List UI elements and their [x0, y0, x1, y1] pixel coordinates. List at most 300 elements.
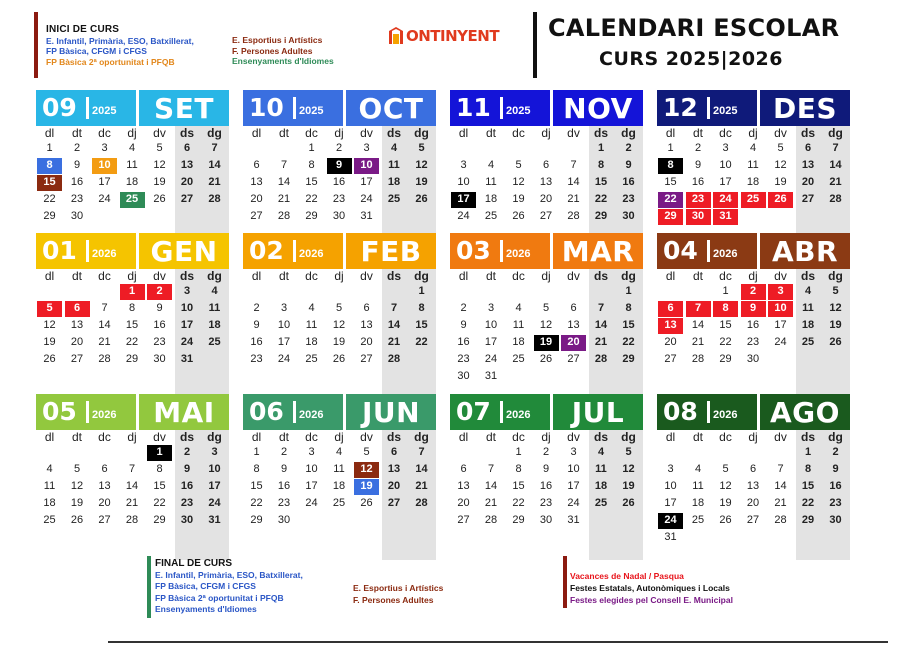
day-cell: 8	[308, 159, 315, 171]
day-cell: 20	[70, 336, 84, 348]
day-cell: 16	[746, 319, 760, 331]
day-cell: 9	[156, 302, 163, 314]
month-set	[36, 90, 229, 256]
day-cell: 28	[829, 193, 842, 205]
weekday-header: dg	[621, 269, 636, 283]
day-cell: 2	[73, 142, 81, 154]
day-cell: 20	[387, 480, 401, 492]
day-cell: 3	[460, 159, 467, 171]
day-cell: 11	[802, 302, 814, 314]
day-cell: 6	[542, 159, 550, 171]
day-cell: 12	[512, 176, 525, 188]
month-header	[36, 394, 229, 430]
day-cell: 26	[719, 514, 732, 526]
day-cell: 13	[539, 176, 553, 188]
holiday-legend-council: Festes elegides pel Consell E. Municipal	[570, 595, 733, 605]
day-cell: 22	[125, 336, 139, 348]
day-cell: 7	[777, 463, 784, 475]
month-jun	[243, 394, 436, 560]
day-cell: 25	[208, 336, 221, 348]
month-header	[36, 90, 229, 126]
day-cell: 6	[65, 301, 90, 317]
day-cell: 25	[305, 353, 318, 365]
day-cell: 19	[774, 176, 787, 188]
day-cell: 31	[208, 514, 221, 526]
weekday-header: dg	[414, 269, 429, 283]
weekday-header: dg	[207, 430, 222, 444]
weekday-header: ds	[386, 126, 401, 140]
day-cell: 12	[719, 480, 732, 492]
day-cell: 11	[208, 302, 221, 314]
logo-text: ONTINYENT	[406, 27, 500, 45]
day-cell: 28	[691, 353, 705, 365]
day-cell: 19	[153, 176, 166, 188]
day-cell: 13	[180, 159, 194, 171]
day-cell: 15	[125, 319, 139, 331]
day-cell: 6	[363, 302, 370, 314]
day-cell: 23	[746, 336, 760, 348]
day-cell: 18	[594, 480, 608, 492]
day-cell: 10	[354, 158, 379, 174]
weekday-header: dj	[748, 269, 758, 283]
day-cell: 28	[415, 497, 428, 509]
day-cell: 15	[250, 480, 263, 492]
day-cell: 24	[98, 193, 111, 205]
day-cell: 21	[125, 497, 139, 509]
day-cell: 12	[622, 463, 635, 475]
day-cell: 26	[153, 193, 166, 205]
day-cell: 1	[120, 284, 145, 300]
month-separator	[707, 401, 710, 423]
day-cell: 27	[539, 210, 553, 222]
day-cell: 28	[567, 210, 580, 222]
day-cell: 22	[622, 336, 635, 348]
day-cell: 26	[360, 497, 373, 509]
day-cell: 21	[387, 336, 401, 348]
month-number: 03	[456, 236, 491, 265]
day-cell: 19	[415, 176, 428, 188]
day-cell: 17	[719, 176, 732, 188]
day-cell: 17	[484, 336, 498, 348]
day-cell: 6	[390, 446, 398, 458]
day-cell: 25	[120, 192, 145, 208]
day-cell: 25	[691, 514, 705, 526]
day-cell: 1	[418, 285, 425, 297]
day-cell: 20	[250, 193, 263, 205]
weekday-header: dg	[828, 430, 843, 444]
day-cell: 13	[250, 176, 263, 188]
day-cell: 2	[694, 142, 702, 154]
day-cell: 15	[622, 319, 635, 331]
day-cell: 22	[305, 193, 318, 205]
day-cell: 11	[512, 319, 525, 331]
month-header	[36, 233, 229, 269]
weekday-header: dj	[334, 430, 344, 444]
day-cell: 22	[415, 336, 428, 348]
day-cell: 5	[777, 142, 784, 154]
day-cell: 31	[567, 514, 580, 526]
day-cell: 19	[534, 335, 559, 351]
month-days	[450, 269, 643, 399]
weekday-header: dt	[485, 430, 496, 444]
month-days	[657, 269, 850, 399]
day-cell: 14	[277, 176, 291, 188]
day-cell: 28	[484, 514, 498, 526]
day-cell: 9	[460, 319, 467, 331]
day-cell: 3	[487, 302, 495, 314]
month-days	[450, 430, 643, 560]
day-cell: 12	[153, 159, 166, 171]
day-cell: 15	[594, 176, 608, 188]
month-separator	[293, 240, 296, 262]
day-cell: 14	[415, 463, 428, 475]
ontinyent-logo	[388, 27, 499, 45]
day-cell: 11	[126, 159, 138, 171]
weekday-header: ds	[386, 269, 401, 283]
day-cell: 4	[694, 463, 702, 475]
day-cell: 9	[280, 463, 288, 475]
start-legend-heading: INICI DE CURS	[46, 24, 120, 35]
weekday-header: ds	[593, 430, 608, 444]
month-year: 2025	[92, 105, 117, 117]
day-cell: 1	[667, 142, 674, 154]
month-days	[657, 430, 850, 560]
day-cell: 28	[277, 210, 291, 222]
day-cell: 20	[664, 336, 677, 348]
month-days	[36, 430, 229, 560]
bottom-divider	[108, 641, 888, 643]
day-cell: 13	[658, 318, 683, 334]
weekday-header: dt	[692, 430, 703, 444]
end-legend-secondary	[353, 582, 443, 606]
weekday-header: ds	[593, 269, 608, 283]
day-cell: 21	[829, 176, 842, 188]
day-cell: 6	[101, 463, 108, 475]
day-cell: 26	[332, 353, 346, 365]
day-cell: 1	[597, 142, 605, 154]
day-cell: 17	[277, 336, 291, 348]
day-cell: 6	[804, 142, 812, 154]
day-cell: 15	[415, 319, 428, 331]
day-cell: 29	[719, 353, 732, 365]
day-cell: 8	[128, 302, 136, 314]
day-cell: 17	[98, 176, 111, 188]
day-cell: 29	[43, 210, 56, 222]
month-number-box	[243, 90, 343, 126]
day-cell: 12	[829, 302, 842, 314]
month-year: 2026	[506, 409, 531, 421]
weekday-header: dj	[127, 126, 137, 140]
day-cell: 2	[741, 284, 766, 300]
month-name: JUL	[553, 394, 643, 430]
day-cell: 16	[622, 176, 635, 188]
weekday-header: dc	[512, 126, 525, 140]
day-cell: 28	[125, 514, 139, 526]
day-cell: 6	[183, 142, 191, 154]
day-cell: 8	[37, 158, 62, 174]
day-cell: 3	[768, 284, 793, 300]
day-cell: 17	[360, 176, 373, 188]
day-cell: 14	[594, 319, 608, 331]
weekday-header: dv	[360, 269, 373, 283]
day-cell: 18	[387, 176, 401, 188]
day-cell: 16	[250, 336, 263, 348]
end-legend-line: F. Persones Adultes	[353, 595, 434, 605]
weekday-header: dl	[665, 269, 676, 283]
day-cell: 11	[388, 159, 400, 171]
day-cell: 18	[332, 480, 346, 492]
month-number-box	[657, 233, 757, 269]
month-separator	[500, 97, 503, 119]
end-legend-line: Ensenyaments d'Idiomes	[155, 604, 257, 614]
day-cell: 16	[153, 319, 166, 331]
day-cell: 6	[570, 302, 577, 314]
month-gen	[36, 233, 229, 399]
month-number: 04	[663, 236, 698, 265]
weekday-header: dt	[71, 126, 82, 140]
day-cell: 20	[180, 176, 194, 188]
month-number: 02	[249, 236, 284, 265]
weekday-header: dt	[485, 269, 496, 283]
day-cell: 6	[253, 159, 260, 171]
day-cell: 24	[567, 497, 580, 509]
day-cell: 18	[746, 176, 760, 188]
day-cell: 19	[332, 336, 346, 348]
weekday-header: dl	[251, 269, 262, 283]
day-cell: 18	[512, 336, 525, 348]
day-cell: 10	[92, 158, 117, 174]
day-cell: 7	[390, 302, 398, 314]
day-cell: 23	[70, 193, 84, 205]
day-cell: 9	[694, 159, 702, 171]
day-cell: 25	[594, 497, 608, 509]
end-legend-heading: FINAL DE CURS	[155, 558, 233, 569]
day-cell: 22	[250, 497, 263, 509]
month-year: 2025	[713, 105, 738, 117]
start-legend-line: E. Esportius i Artístics	[232, 35, 323, 45]
month-number-box	[36, 90, 136, 126]
day-cell: 8	[658, 158, 683, 174]
day-cell: 23	[250, 353, 263, 365]
day-cell: 19	[829, 319, 842, 331]
day-cell: 2	[460, 302, 467, 314]
start-legend-line: FP Bàsica 2ª oportunitat i PFQB	[46, 56, 175, 67]
day-cell: 17	[305, 480, 318, 492]
day-cell: 7	[487, 463, 495, 475]
weekday-header: dj	[127, 430, 137, 444]
weekday-header: ds	[386, 430, 401, 444]
day-cell: 6	[658, 301, 683, 317]
month-header	[450, 233, 643, 269]
weekday-header: dj	[541, 126, 551, 140]
month-number-box	[450, 233, 550, 269]
weekday-header: dt	[278, 269, 289, 283]
day-cell: 25	[387, 193, 401, 205]
day-cell: 14	[567, 176, 580, 188]
day-cell: 18	[691, 497, 705, 509]
month-separator	[293, 97, 296, 119]
month-name: OCT	[346, 90, 436, 126]
day-cell: 5	[73, 463, 81, 475]
month-number: 05	[42, 397, 77, 426]
month-number: 09	[42, 93, 77, 122]
day-cell: 5	[625, 446, 632, 458]
day-cell: 28	[98, 353, 111, 365]
month-number: 07	[456, 397, 491, 426]
month-mai	[36, 394, 229, 560]
month-year: 2026	[713, 248, 738, 260]
month-number: 01	[42, 236, 77, 265]
day-cell: 26	[539, 353, 553, 365]
weekday-header: dt	[485, 126, 496, 140]
day-cell: 3	[211, 446, 218, 458]
day-cell: 4	[804, 285, 812, 297]
day-cell: 17	[208, 480, 221, 492]
day-cell: 18	[125, 176, 139, 188]
day-cell: 4	[487, 159, 495, 171]
day-cell: 9	[625, 159, 632, 171]
holiday-legend	[570, 570, 733, 606]
weekday-header: dv	[153, 430, 166, 444]
day-cell: 27	[664, 353, 677, 365]
day-cell: 1	[147, 445, 172, 461]
weekday-header: dg	[207, 126, 222, 140]
day-cell: 30	[686, 209, 711, 225]
day-cell: 24	[658, 513, 683, 529]
weekday-header: dl	[458, 269, 469, 283]
day-cell: 22	[43, 193, 56, 205]
month-number: 08	[663, 397, 698, 426]
day-cell: 30	[539, 514, 553, 526]
day-cell: 18	[484, 193, 498, 205]
day-cell: 23	[539, 497, 553, 509]
start-legend-secondary	[232, 35, 334, 67]
day-cell: 23	[457, 353, 470, 365]
day-cell: 14	[691, 319, 705, 331]
day-cell: 24	[457, 210, 470, 222]
weekday-header: dg	[207, 269, 222, 283]
weekday-header: dg	[621, 126, 636, 140]
day-cell: 15	[37, 175, 62, 191]
weekday-header: ds	[800, 126, 815, 140]
weekday-header: dc	[512, 269, 525, 283]
holiday-legend-bar	[563, 556, 567, 608]
day-cell: 27	[70, 353, 84, 365]
day-cell: 29	[622, 353, 635, 365]
day-cell: 16	[277, 480, 291, 492]
day-cell: 11	[333, 463, 345, 475]
month-number-box	[450, 90, 550, 126]
day-cell: 23	[686, 192, 711, 208]
day-cell: 4	[749, 142, 757, 154]
day-cell: 2	[625, 142, 632, 154]
day-cell: 15	[512, 480, 525, 492]
end-legend-bar	[147, 556, 151, 618]
day-cell: 10	[208, 463, 221, 475]
day-cell: 1	[625, 285, 632, 297]
day-cell: 14	[208, 159, 221, 171]
month-ago	[657, 394, 850, 560]
day-cell: 21	[208, 176, 221, 188]
day-cell: 22	[801, 497, 815, 509]
month-year: 2025	[506, 105, 531, 117]
month-year: 2025	[299, 105, 324, 117]
weekday-header: dv	[774, 430, 787, 444]
month-feb	[243, 233, 436, 399]
weekday-header: dg	[414, 430, 429, 444]
day-cell: 19	[719, 497, 732, 509]
weekday-header: dc	[512, 430, 525, 444]
day-cell: 30	[332, 210, 346, 222]
day-cell: 26	[768, 192, 793, 208]
day-cell: 6	[460, 463, 467, 475]
day-cell: 7	[418, 446, 425, 458]
day-cell: 11	[485, 176, 497, 188]
day-cell: 19	[622, 480, 635, 492]
month-number-box	[36, 394, 136, 430]
day-cell: 19	[43, 336, 56, 348]
day-cell: 2	[832, 446, 839, 458]
month-days	[243, 269, 436, 399]
weekday-header: dj	[748, 126, 758, 140]
day-cell: 18	[43, 497, 56, 509]
month-number: 10	[249, 93, 284, 122]
start-legend-line: F. Persones Adultes	[232, 45, 313, 56]
month-name: NOV	[553, 90, 643, 126]
day-cell: 7	[570, 159, 577, 171]
weekday-header: dt	[278, 126, 289, 140]
month-header	[450, 394, 643, 430]
day-cell: 26	[622, 497, 635, 509]
day-cell: 16	[332, 176, 346, 188]
weekday-header: ds	[179, 430, 194, 444]
weekday-header: dv	[360, 430, 373, 444]
day-cell: 23	[622, 193, 635, 205]
day-cell: 12	[415, 159, 428, 171]
day-cell: 5	[363, 446, 370, 458]
day-cell: 29	[305, 210, 318, 222]
month-year: 2026	[92, 248, 117, 260]
day-cell: 25	[332, 497, 346, 509]
weekday-header: dc	[719, 269, 732, 283]
weekday-header: dv	[567, 430, 580, 444]
day-cell: 11	[305, 319, 318, 331]
weekday-header: dl	[44, 269, 55, 283]
weekday-header: dv	[567, 269, 580, 283]
holiday-legend-christmas-easter: Vacances de Nadal / Pasqua	[570, 571, 684, 581]
month-des	[657, 90, 850, 256]
day-cell: 14	[829, 159, 842, 171]
day-cell: 4	[597, 446, 605, 458]
weekday-header: ds	[800, 430, 815, 444]
month-number: 06	[249, 397, 284, 426]
weekday-header: ds	[179, 269, 194, 283]
day-cell: 15	[664, 176, 677, 188]
day-cell: 4	[128, 142, 136, 154]
day-cell: 28	[594, 353, 608, 365]
weekday-header: dc	[98, 430, 111, 444]
month-separator	[500, 401, 503, 423]
day-cell: 11	[692, 480, 704, 492]
day-cell: 8	[597, 159, 605, 171]
day-cell: 27	[98, 514, 111, 526]
month-abr	[657, 233, 850, 399]
day-cell: 22	[594, 193, 608, 205]
day-cell: 27	[457, 514, 470, 526]
day-cell: 10	[277, 319, 291, 331]
month-number: 12	[663, 93, 698, 122]
day-cell: 12	[332, 319, 346, 331]
